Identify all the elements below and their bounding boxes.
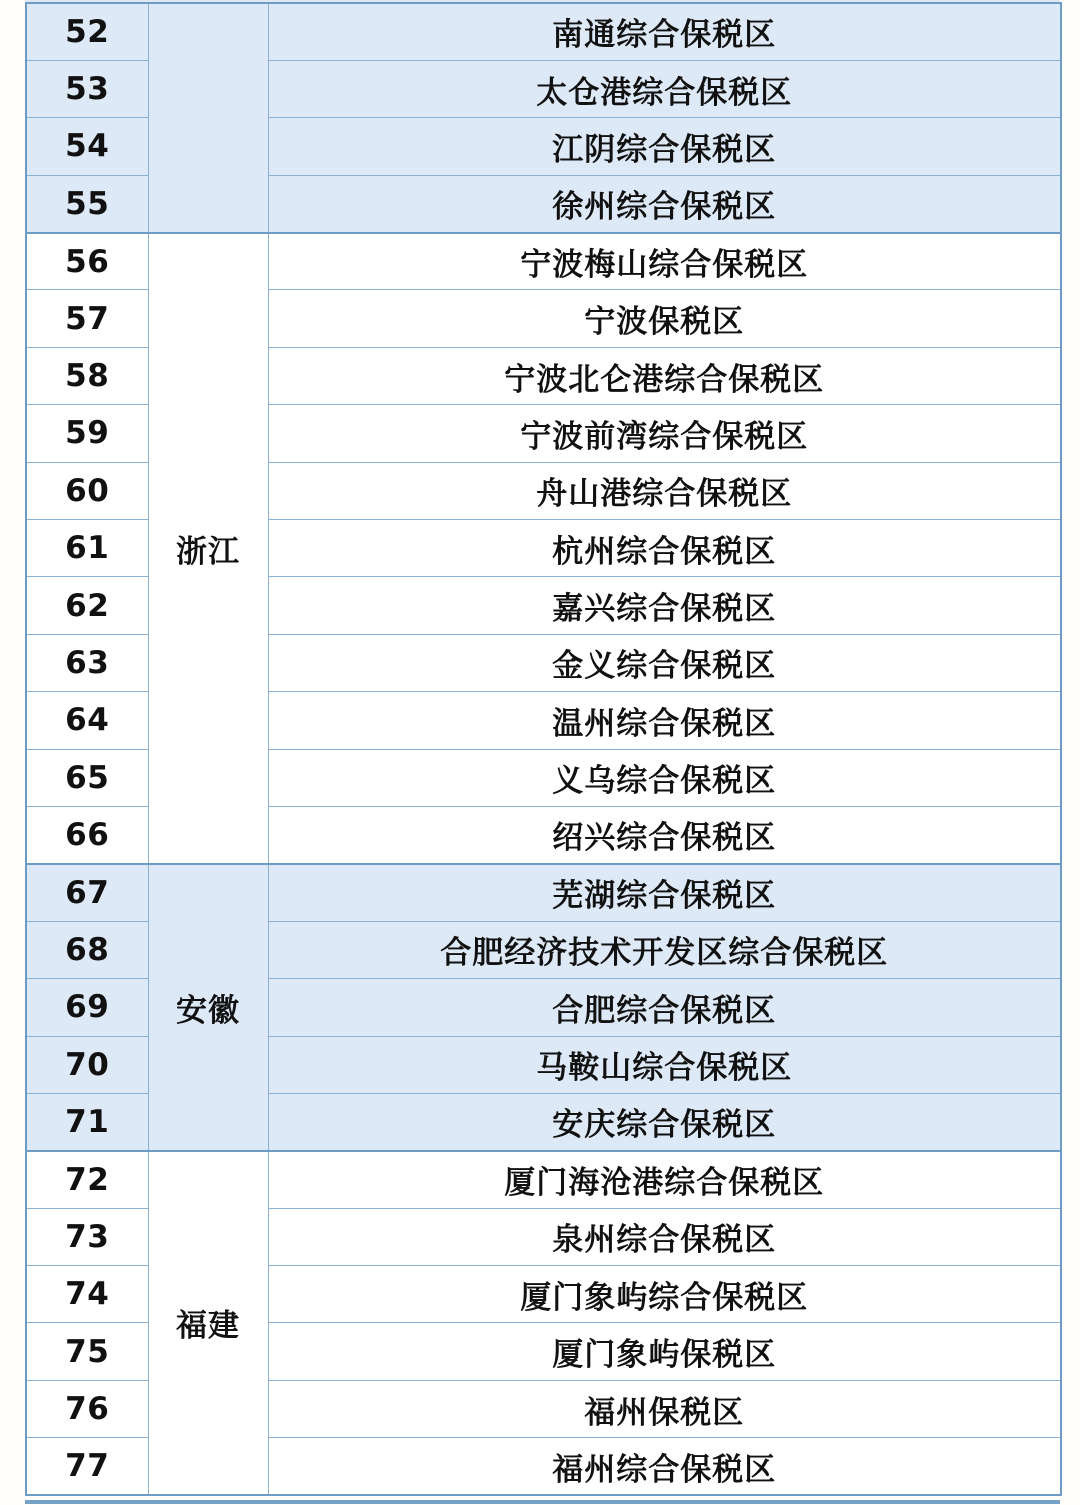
zone-name-cell: 合肥综合保税区 xyxy=(268,979,1061,1036)
row-number-cell: 56 xyxy=(26,233,148,290)
zone-name-cell: 舟山港综合保税区 xyxy=(268,462,1061,519)
next-section-border xyxy=(25,1500,1060,1504)
row-number-cell: 75 xyxy=(26,1323,148,1380)
province-cell: 福建 xyxy=(148,1151,268,1495)
zone-name-cell: 宁波北仑港综合保税区 xyxy=(268,347,1061,404)
row-number-cell: 77 xyxy=(26,1438,148,1495)
row-number-cell: 66 xyxy=(26,806,148,863)
zone-name-cell: 厦门海沧港综合保税区 xyxy=(268,1151,1061,1208)
zone-name-cell: 厦门象屿综合保税区 xyxy=(268,1266,1061,1323)
zone-name-cell: 江阴综合保税区 xyxy=(268,118,1061,175)
zone-name-cell: 厦门象屿保税区 xyxy=(268,1323,1061,1380)
zone-name-cell: 杭州综合保税区 xyxy=(268,520,1061,577)
table-row xyxy=(26,3,1061,60)
row-number-cell: 58 xyxy=(26,347,148,404)
zone-name-cell: 马鞍山综合保税区 xyxy=(268,1036,1061,1093)
row-number-cell: 74 xyxy=(26,1266,148,1323)
zone-name-cell: 温州综合保税区 xyxy=(268,692,1061,749)
row-number-cell: 68 xyxy=(26,921,148,978)
zone-name-cell: 福州保税区 xyxy=(268,1380,1061,1437)
zone-name-cell: 芜湖综合保税区 xyxy=(268,864,1061,921)
row-number-cell: 63 xyxy=(26,634,148,691)
row-number-cell: 64 xyxy=(26,692,148,749)
row-number-cell: 69 xyxy=(26,979,148,1036)
table-row xyxy=(26,1151,1061,1208)
row-number-cell: 72 xyxy=(26,1151,148,1208)
province-cell: 安徽 xyxy=(148,864,268,1151)
zone-name-cell: 宁波前湾综合保税区 xyxy=(268,405,1061,462)
bonded-zones-table xyxy=(25,2,1062,1496)
province-cell: 浙江 xyxy=(148,233,268,864)
row-number-cell: 59 xyxy=(26,405,148,462)
zone-name-cell: 福州综合保税区 xyxy=(268,1438,1061,1495)
zone-name-cell: 宁波梅山综合保税区 xyxy=(268,233,1061,290)
zone-name-cell: 南通综合保税区 xyxy=(268,3,1061,60)
zone-name-cell: 徐州综合保税区 xyxy=(268,175,1061,232)
row-number-cell: 54 xyxy=(26,118,148,175)
row-number-cell: 60 xyxy=(26,462,148,519)
zone-name-cell: 嘉兴综合保税区 xyxy=(268,577,1061,634)
row-number-cell: 76 xyxy=(26,1380,148,1437)
table-row xyxy=(26,233,1061,290)
zone-name-cell: 安庆综合保税区 xyxy=(268,1093,1061,1150)
zone-name-cell: 义乌综合保税区 xyxy=(268,749,1061,806)
zone-name-cell: 绍兴综合保税区 xyxy=(268,806,1061,863)
zone-name-cell: 太仓港综合保税区 xyxy=(268,60,1061,117)
zone-name-cell: 泉州综合保税区 xyxy=(268,1208,1061,1265)
row-number-cell: 61 xyxy=(26,520,148,577)
row-number-cell: 67 xyxy=(26,864,148,921)
row-number-cell: 57 xyxy=(26,290,148,347)
row-number-cell: 52 xyxy=(26,3,148,60)
row-number-cell: 73 xyxy=(26,1208,148,1265)
zone-name-cell: 金义综合保税区 xyxy=(268,634,1061,691)
row-number-cell: 70 xyxy=(26,1036,148,1093)
row-number-cell: 62 xyxy=(26,577,148,634)
zone-name-cell: 合肥经济技术开发区综合保税区 xyxy=(268,921,1061,978)
province-cell xyxy=(148,3,268,233)
row-number-cell: 53 xyxy=(26,60,148,117)
zone-name-cell: 宁波保税区 xyxy=(268,290,1061,347)
row-number-cell: 71 xyxy=(26,1093,148,1150)
row-number-cell: 55 xyxy=(26,175,148,232)
row-number-cell: 65 xyxy=(26,749,148,806)
table-row xyxy=(26,864,1061,921)
